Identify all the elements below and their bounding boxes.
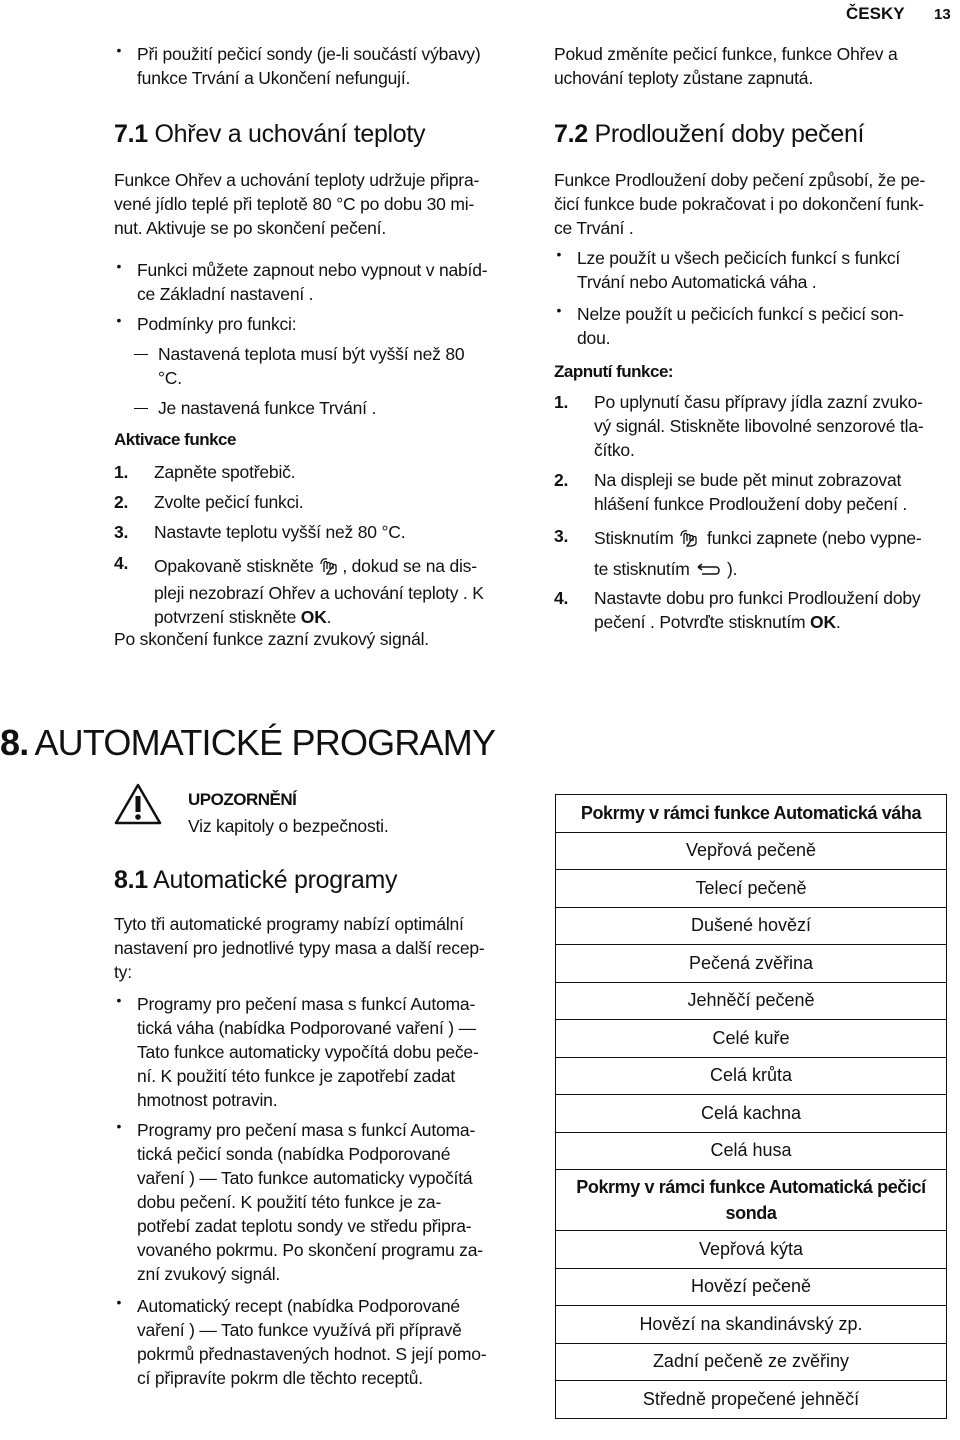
table-cell: Vepřová pečeně [556, 832, 947, 870]
activation-heading: Aktivace funkce [114, 430, 236, 449]
hand-press-icon [678, 527, 702, 553]
bullet-icon: • [116, 258, 122, 274]
condition-temperature: Nastavená teplota musí být vyšší než 80 °C. [158, 344, 465, 388]
table-cell: Celá krůta [556, 1057, 947, 1095]
activation-steps: 1. Zapněte spotřebič. 2. Zvolte pečicí funkci. 3. Nastavte teplotu vyšší než 80 °C. [114, 462, 406, 542]
table-cell: Pečená zvěřina [556, 945, 947, 983]
section-7-2-paragraph: Funkce Prodloužení doby pečení způsobí, že pe- čicí funkce bude pokračovat i po dokončení funk- ce Trvání . [554, 170, 926, 238]
table-cell: Hovězí pečeně [556, 1268, 947, 1306]
warning-icon [114, 782, 162, 831]
sonda-note: Při použití pečicí sondy (je-li součástí výbavy) funkce Trvání a Ukončení nefungují. [137, 44, 481, 88]
table-cell: Celá kachna [556, 1095, 947, 1133]
table-cell: Celá husa [556, 1132, 947, 1170]
bullet-icon: • [116, 1294, 122, 1310]
bullet-conditions: Podmínky pro funkci: [137, 314, 297, 334]
back-arrow-icon [694, 560, 722, 584]
table-header-weight: Pokrmy v rámci funkce Automatická váha [556, 795, 947, 833]
section-8-1-title: 8.1 Automatické programy [114, 866, 398, 894]
condition-duration: Je nastavená funkce Trvání . [158, 398, 377, 418]
table-cell: Jehněčí pečeně [556, 982, 947, 1020]
section-7-1-title: 7.1 Ohřev a uchování teploty [114, 120, 426, 148]
bullet-auto-weight: Programy pro pečení masa s funkcí Automa- tická váha (nabídka Podporované vaření ) — Tato funkce automaticky vypočítá dobu peče- ní. K použití této funkce je zapotřebí zadat hmotnost potravin. [137, 994, 479, 1110]
table-cell: Telecí pečeně [556, 870, 947, 908]
table-cell: Středně propečené jehněčí [556, 1381, 947, 1419]
chapter-8-title: 8. AUTOMATICKÉ PROGRAMY [0, 722, 496, 763]
bullet-not-usable: Nelze použít u pečicích funkcí s pečicí son- dou. [577, 304, 904, 348]
dash-icon [134, 354, 148, 355]
dash-icon [134, 408, 148, 409]
warning-text: Viz kapitoly o bezpečnosti. [188, 816, 389, 836]
page-number: 13 [934, 6, 951, 23]
table-cell: Vepřová kýta [556, 1231, 947, 1269]
enable-heading: Zapnutí funkce: [554, 362, 674, 381]
bullet-icon: • [116, 992, 122, 1008]
enable-step-2: 2. Na displeji se bude pět minut zobrazovat hlášení funkce Prodloužení doby pečení . [554, 470, 908, 514]
bullet-auto-probe: Programy pro pečení masa s funkcí Automa- tická pečicí sonda (nabídka Podporované vaření ) — Tato funkce automaticky vypočítá dobu pečení. K použití této funkce je za- potřebí zadat teplotu sondy ve středu připra- vovaného pokrmu. Po skončení programu za- zní zvukový signál. [137, 1120, 483, 1284]
auto-programs-table [555, 794, 947, 1419]
section-7-2-title: 7.2 Prodloužení doby pečení [554, 120, 865, 148]
bullet-usable: Lze použít u všech pečicích funkcí s funkcí Trvání nebo Automatická váha . [577, 248, 901, 292]
enable-step-4: 4. Nastavte dobu pro funkci Prodloužení doby pečení . Potvrďte stisknutím OK. [554, 588, 921, 632]
language-label: ČESKY [846, 4, 905, 23]
hand-press-icon [318, 555, 342, 581]
section-8-1-paragraph: Tyto tři automatické programy nabízí optimální nastavení pro jednotlivé typy masa a další recep- ty: [114, 914, 485, 982]
enable-step-3: 3. Stisknutím funkci zapnete (nebo vypne- te stisknutím ). [554, 526, 922, 584]
table-cell: Hovězí na skandinávský zp. [556, 1306, 947, 1344]
bullet-icon: • [116, 312, 122, 328]
bullet-auto-recipe: Automatický recept (nabídka Podporované vaření ) — Tato funkce využívá při přípravě pokrmů přednastavených hodnot. S její pomo- cí připravíte pokrm dle těchto receptů. [137, 1296, 487, 1388]
bullet-icon: • [556, 246, 562, 262]
activation-step-4: 4. Opakovaně stiskněte , dokud se na dis- pleji nezobrazí Ohřev a uchování teploty . K potvrzení stiskněte OK. [114, 553, 484, 627]
bullet-icon: • [116, 1118, 122, 1134]
bullet-toggle-info: Funkci můžete zapnout nebo vypnout v nabíd- ce Základní nastavení . [137, 260, 488, 304]
bullet-icon: • [116, 42, 122, 58]
enable-step-1: 1. Po uplynutí času přípravy jídla zazní zvuko- vý signál. Stiskněte libovolné senzorové tla- čítko. [554, 392, 924, 460]
section-7-1-paragraph: Funkce Ohřev a uchování teploty udržuje připra- vené jídlo teplé při teplotě 80 °C po dobu 30 mi- nut. Aktivuje se po skončení pečení. [114, 170, 480, 238]
table-header-probe: Pokrmy v rámci funkce Automatická pečicí sonda [556, 1170, 947, 1231]
bullet-icon: • [556, 302, 562, 318]
table-cell: Zadní pečeně ze zvěřiny [556, 1343, 947, 1381]
end-signal-note: Po skončení funkce zazní zvukový signál. [114, 629, 429, 649]
table-cell: Dušené hovězí [556, 907, 947, 945]
change-function-note: Pokud změníte pečicí funkce, funkce Ohřev a uchování teploty zůstane zapnutá. [554, 44, 898, 88]
warning-title: UPOZORNĚNÍ [188, 790, 297, 809]
table-cell: Celé kuře [556, 1020, 947, 1058]
